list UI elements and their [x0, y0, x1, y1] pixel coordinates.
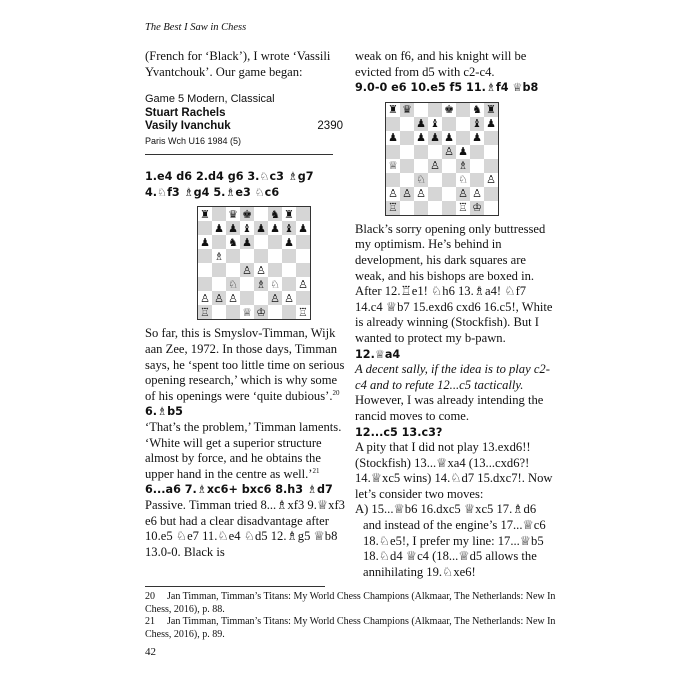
board-square: ♟	[470, 131, 484, 145]
board-square	[254, 235, 268, 249]
board-square	[400, 145, 414, 159]
footnote-rule	[145, 586, 325, 587]
board-square	[268, 235, 282, 249]
paragraph-passive: Passive. Timman tried 8...♗xf3 9.♕xf3 e6 but had a clear disadvantage after 10.e5 ♘e7 11.♘e4 ♘d5 12.♗g5 ♕b8 13.0-0. Black is	[145, 497, 345, 559]
moves-6-8: 6...a6 7.♗xc6+ bxc6 8.h3 ♗d7	[145, 483, 333, 497]
board-square	[428, 201, 442, 215]
board-square	[484, 145, 498, 159]
board-square: ♟	[428, 131, 442, 145]
board-square	[414, 103, 428, 117]
board-square	[240, 249, 254, 263]
board-square	[282, 249, 296, 263]
board-square: ♔	[254, 305, 268, 319]
player-rating: 2390	[317, 120, 343, 133]
board-square	[442, 201, 456, 215]
board-square	[198, 277, 212, 291]
board-square: ♙	[240, 263, 254, 277]
board-square: ♞	[268, 207, 282, 221]
board-square: ♗	[212, 249, 226, 263]
board-square	[268, 263, 282, 277]
footnote-number: 20	[145, 591, 155, 602]
board-square: ♙	[198, 291, 212, 305]
moves-12-13: 12...c5 13.c3?	[355, 425, 443, 439]
board-square: ♟	[240, 235, 254, 249]
page-number: 42	[145, 646, 156, 658]
board-square	[470, 145, 484, 159]
footnote-21	[145, 616, 565, 641]
board-square	[296, 291, 310, 305]
board-square	[428, 103, 442, 117]
footnote-ref-21: 21	[312, 466, 320, 475]
board-square	[268, 305, 282, 319]
board-square: ♟	[414, 131, 428, 145]
board-square: ♘	[456, 173, 470, 187]
board-square: ♜	[198, 207, 212, 221]
board-square: ♔	[470, 201, 484, 215]
board-square	[442, 173, 456, 187]
board-square	[456, 103, 470, 117]
board-square: ♟	[296, 221, 310, 235]
board-square	[442, 187, 456, 201]
line-a: A) 15...♕b6 16.dxc5 ♕xc5 17.♗d6 and instead of the engine’s 17...♕c6 18.♘e5!, I prefer my line: 17...♕b5 18.♘d4 ♕c4 (18...♕d5 allows the annihilating 19.♘xe6!	[355, 502, 546, 579]
board-square: ♙	[470, 187, 484, 201]
board-square	[240, 291, 254, 305]
board-square	[282, 263, 296, 277]
board-square: ♖	[296, 305, 310, 319]
move-12-qa4: 12.♕a4	[355, 347, 401, 361]
board-square	[212, 263, 226, 277]
board-square	[386, 173, 400, 187]
right-column	[355, 49, 555, 580]
board-square	[484, 131, 498, 145]
board-square: ♟	[414, 117, 428, 131]
board-square: ♚	[240, 207, 254, 221]
footnote-ref-20: 20	[332, 388, 340, 397]
white-player: Stuart Rachels	[145, 106, 226, 119]
paragraph-pity: A pity that I did not play 13.exd6!! (Stockfish) 13...♕xa4 (13...cxd6?! 14.♕xc5 wins) 14.♘d7 15.dxc7!. Now let’s consider two moves:	[355, 440, 553, 501]
board-square: ♙	[414, 187, 428, 201]
board-square: ♛	[400, 103, 414, 117]
board-square: ♙	[226, 291, 240, 305]
board-square: ♜	[386, 103, 400, 117]
board-square	[386, 117, 400, 131]
left-column	[145, 49, 345, 560]
board-square: ♘	[414, 173, 428, 187]
board-square: ♟	[484, 117, 498, 131]
board-square: ♙	[400, 187, 414, 201]
board-square: ♟	[268, 221, 282, 235]
board-square	[428, 187, 442, 201]
board-square	[296, 249, 310, 263]
board-square	[442, 117, 456, 131]
board-square: ♖	[386, 201, 400, 215]
board-square: ♝	[470, 117, 484, 131]
board-square	[414, 159, 428, 173]
intro-paragraph: (French for ‘Black’), I wrote ‘Vassili Yvantchouk’. Our game began:	[145, 49, 331, 79]
footnote-number: 21	[145, 616, 155, 628]
board-square: ♙	[428, 159, 442, 173]
board-square	[470, 173, 484, 187]
board-square: ♙	[484, 173, 498, 187]
annotation-decent-sally: A decent sally, if the idea is to play c2-c4 and to refute 12...c5 tactically.	[355, 362, 550, 392]
board-square	[282, 277, 296, 291]
board-square: ♙	[268, 291, 282, 305]
board-square	[240, 277, 254, 291]
board-square: ♖	[198, 305, 212, 319]
board-square	[254, 249, 268, 263]
board-square	[400, 201, 414, 215]
board-square: ♟	[282, 235, 296, 249]
game-title: Game 5 Modern, Classical	[145, 93, 275, 106]
board-square: ♕	[386, 159, 400, 173]
board-square: ♟	[254, 221, 268, 235]
board-square: ♟	[212, 221, 226, 235]
board-square	[226, 249, 240, 263]
footnote-text: Jan Timman, Timman’s Titans: My World Chess Champions (Alkmaar, The Netherlands: New In Chess, 2016), p. 88.	[145, 591, 556, 615]
board-square	[428, 145, 442, 159]
board-square	[456, 131, 470, 145]
board-square	[198, 221, 212, 235]
board-square: ♙	[296, 277, 310, 291]
board-square: ♝	[428, 117, 442, 131]
board-square	[212, 305, 226, 319]
board-square	[296, 263, 310, 277]
black-player: Vasily Ivanchuk	[145, 120, 231, 133]
board-square	[212, 207, 226, 221]
board-square	[456, 117, 470, 131]
board-square	[442, 159, 456, 173]
board-square	[226, 305, 240, 319]
running-head: The Best I Saw in Chess	[145, 22, 247, 33]
board-square	[400, 117, 414, 131]
board-square	[484, 201, 498, 215]
board-square	[484, 159, 498, 173]
board-square: ♙	[456, 187, 470, 201]
move-6-bb5: 6.♗b5	[145, 405, 183, 419]
chess-diagram-2	[385, 102, 555, 216]
board-square: ♞	[226, 235, 240, 249]
board-square	[212, 235, 226, 249]
board-square	[414, 145, 428, 159]
book-page	[125, 0, 575, 700]
board-square: ♙	[282, 291, 296, 305]
board-square	[254, 291, 268, 305]
board-square	[198, 249, 212, 263]
board-square	[212, 277, 226, 291]
board-square	[400, 159, 414, 173]
paragraph-rancid-moves: However, I was already intending the rancid moves to come.	[355, 393, 544, 423]
board-square	[254, 207, 268, 221]
board-square	[386, 145, 400, 159]
board-square: ♟	[386, 131, 400, 145]
chessboard-2	[385, 102, 499, 216]
chessboard-1	[197, 206, 311, 320]
board-square	[282, 305, 296, 319]
board-square: ♜	[282, 207, 296, 221]
moves-9-11: 9.0-0 e6 10.e5 f5 11.♗f4 ♕b8	[355, 81, 539, 95]
footnote-20	[145, 591, 565, 616]
board-square	[400, 131, 414, 145]
board-square: ♗	[456, 159, 470, 173]
board-square: ♙	[254, 263, 268, 277]
board-square: ♚	[442, 103, 456, 117]
board-square: ♕	[240, 305, 254, 319]
board-square: ♛	[226, 207, 240, 221]
board-square: ♙	[442, 145, 456, 159]
opening-moves: 1.e4 d6 2.d4 g6 3.♘c3 ♗g7 4.♘f3 ♗g4 5.♗e3 ♘c6	[145, 170, 314, 199]
board-square: ♟	[456, 145, 470, 159]
board-square	[400, 173, 414, 187]
board-square: ♘	[268, 277, 282, 291]
board-square: ♗	[254, 277, 268, 291]
board-square: ♜	[484, 103, 498, 117]
board-square: ♝	[240, 221, 254, 235]
paragraph-weak-f6: weak on f6, and his knight will be evicted from d5 with c2-c4.	[355, 49, 527, 79]
board-square: ♝	[282, 221, 296, 235]
board-square: ♟	[226, 221, 240, 235]
board-square	[296, 207, 310, 221]
footnotes	[145, 586, 565, 641]
board-square: ♙	[386, 187, 400, 201]
chess-diagram-1	[197, 206, 345, 320]
board-square	[296, 235, 310, 249]
board-square	[484, 187, 498, 201]
game-header	[145, 93, 345, 155]
paragraph-smyslov-timman: So far, this is Smyslov-Timman, Wijk aan Zee, 1972. In those days, Timman says, he ‘spent too little time on serious opening research,’ which is why some of his openings were ‘quite dubious’.$^{20}$	[145, 326, 345, 403]
paragraph-timman-laments: ‘That’s the problem,’ Timman laments. ‘White will get a superior structure almost by force, and he obtains the upper hand in the centre as well.’$^{21}$	[145, 419, 342, 481]
board-square: ♖	[456, 201, 470, 215]
board-square: ♞	[470, 103, 484, 117]
board-square: ♟	[442, 131, 456, 145]
paragraph-sorry-opening: Black’s sorry opening only buttressed my optimism. He’s behind in development, his dark squares are weak, and his bishops are boxed in. After 12.♖e1! ♘h6 13.♗a4! ♘f7 14.c4 ♕b7 15.exd6 cxd6 16.c5!, White is already winning (Stockfish). But I wanted to protect my b-pawn.	[355, 221, 553, 345]
board-square	[470, 159, 484, 173]
board-square: ♟	[198, 235, 212, 249]
board-square: ♙	[212, 291, 226, 305]
footnote-text: Jan Timman, Timman’s Titans: My World Chess Champions (Alkmaar, The Netherlands: New In Chess, 2016), p. 89.	[145, 616, 556, 640]
board-square	[268, 249, 282, 263]
board-square	[414, 201, 428, 215]
board-square	[428, 173, 442, 187]
board-square	[198, 263, 212, 277]
game-event: Paris Wch U16 1984 (5)	[145, 135, 333, 156]
board-square: ♘	[226, 277, 240, 291]
board-square	[226, 263, 240, 277]
